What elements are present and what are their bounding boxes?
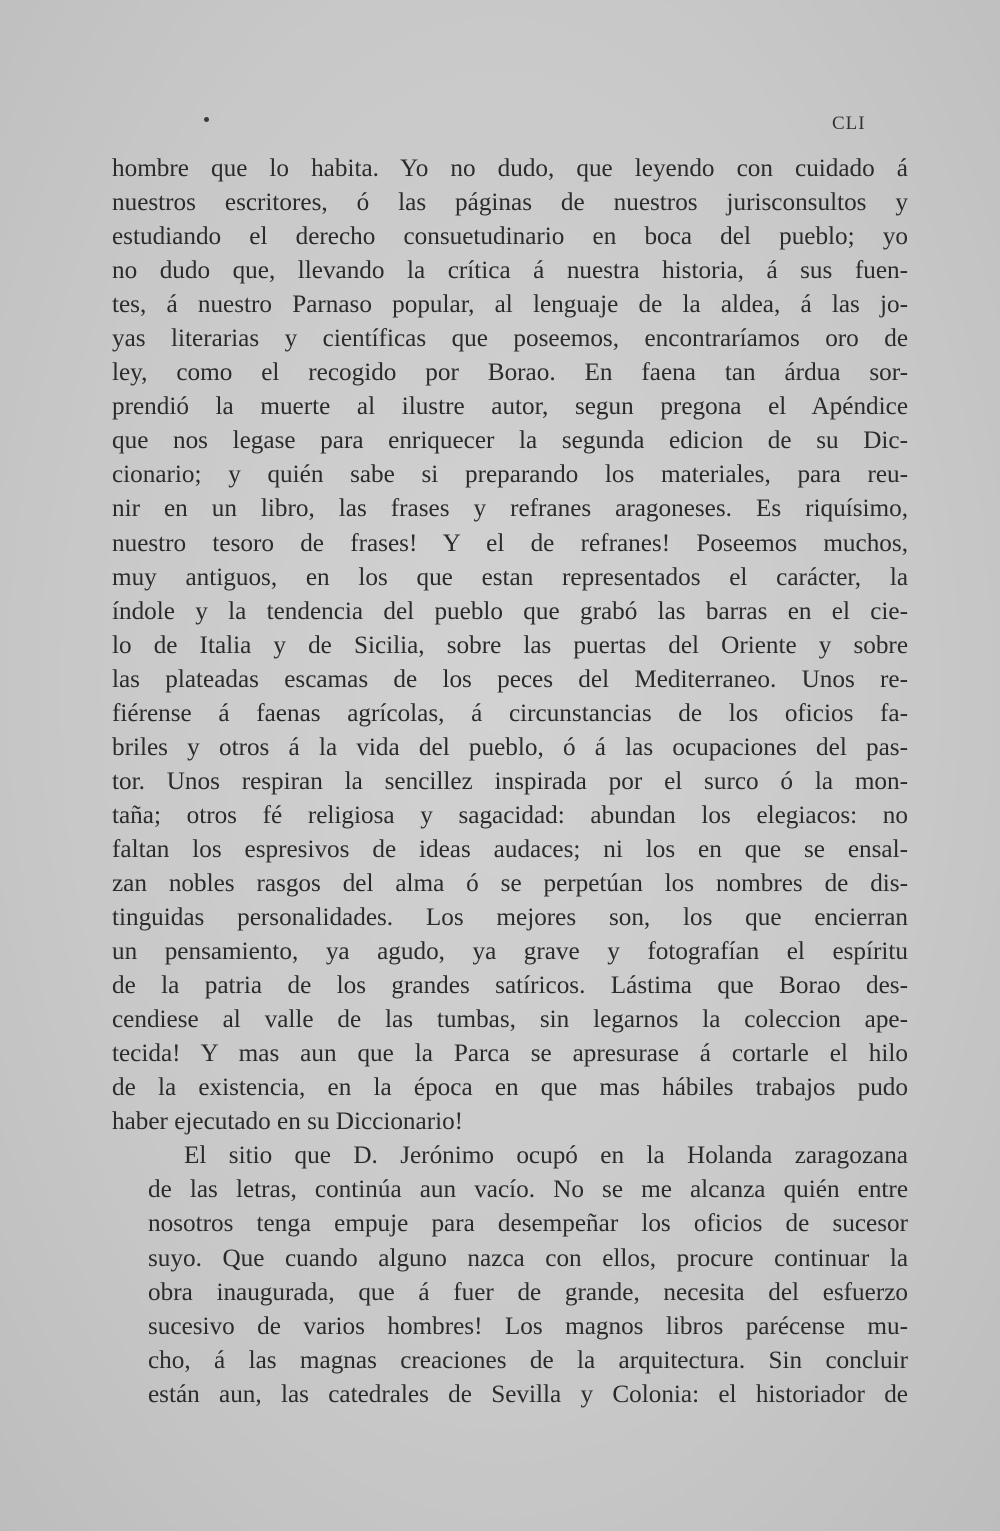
text-line: un pensamiento, ya agudo, ya grave y fotografían el espíritu [112,938,908,966]
text-line: sucesivo de varios hombres! Los magnos libros parécense mu- [148,1312,908,1340]
text-line: cho, á las magnas creaciones de la arquitectura. Sin concluir [148,1346,908,1374]
paragraph-1 [112,152,908,1139]
text-line: taña; otros fé religiosa y sagacidad: abundan los elegiacos: no [112,801,908,829]
text-line: suyo. Que cuando alguno nazca con ellos, procure continuar la [148,1244,908,1272]
text-line: de la existencia, en la época en que mas hábiles trabajos pudo [112,1074,908,1102]
text-line: tor. Unos respiran la sencillez inspirada por el surco ó la mon- [112,767,908,795]
text-line: tecida! Y mas aun que la Parca se apresurase á cortarle el hilo [112,1040,908,1068]
text-line: de la patria de los grandes satíricos. Lástima que Borao des- [112,972,908,1000]
text-line: hombre que lo habita. Yo no dudo, que leyendo con cuidado á [112,155,908,182]
text-line: cendiese al valle de las tumbas, sin legarnos la coleccion ape- [112,1006,908,1034]
text-line: ley, como el recogido por Borao. En faena tan árdua sor- [112,359,908,387]
text-line: obra inaugurada, que á fuer de grande, necesita del esfuerzo [148,1278,908,1306]
text-line: nir en un libro, las frases y refranes aragoneses. Es riquísimo, [112,495,908,523]
text-line: no dudo que, llevando la crítica á nuestra historia, á sus fuen- [112,257,908,285]
text-line: briles y otros á la vida del pueblo, ó á las ocupaciones del pas- [112,733,908,761]
text-line: índole y la tendencia del pueblo que grabó las barras en el cie- [112,597,908,625]
text-line: estudiando el derecho consuetudinario en boca del pueblo; yo [112,223,908,251]
paragraph-2 [112,1139,908,1411]
text-line: nuestros escritores, ó las páginas de nuestros jurisconsultos y [112,189,908,217]
text-line: están aun, las catedrales de Sevilla y Colonia: el historiador de [148,1380,908,1408]
body-text [112,152,908,1412]
text-line: lo de Italia y de Sicilia, sobre las puertas del Oriente y sobre [112,631,908,659]
text-line: zan nobles rasgos del alma ó se perpetúan los nombres de dis- [112,869,908,897]
page-number: CLI [832,113,866,134]
text-line: fiérense á faenas agrícolas, á circunstancias de los oficios fa- [112,699,908,727]
text-line: nosotros tenga empuje para desempeñar los oficios de sucesor [148,1210,908,1238]
text-line: que nos legase para enriquecer la segunda edicion de su Dic- [112,427,908,455]
text-line: haber ejecutado en su Diccionario! [112,1108,464,1136]
ink-dot [204,117,209,122]
text-line: las plateadas escamas de los peces del Mediterraneo. Unos re- [112,665,908,693]
text-line: faltan los espresivos de ideas audaces; ni los en que se ensal- [112,835,908,863]
text-line: cionario; y quién sabe si preparando los materiales, para reu- [112,461,908,489]
text-line: prendió la muerte al ilustre autor, segun pregona el Apéndice [112,393,908,421]
text-line: nuestro tesoro de frases! Y el de refranes! Poseemos muchos, [112,529,908,557]
text-line: El sitio que D. Jerónimo ocupó en la Holanda zaragozana [184,1142,908,1170]
text-line: tinguidas personalidades. Los mejores son, los que encierran [112,904,908,932]
text-line: muy antiguos, en los que estan representados el carácter, la [112,563,908,591]
text-line: tes, á nuestro Parnaso popular, al lenguaje de la aldea, á las jo- [112,291,908,319]
text-line: de las letras, continúa aun vacío. No se me alcanza quién entre [148,1176,908,1204]
text-line: yas literarias y científicas que poseemos, encontraríamos oro de [112,325,908,353]
